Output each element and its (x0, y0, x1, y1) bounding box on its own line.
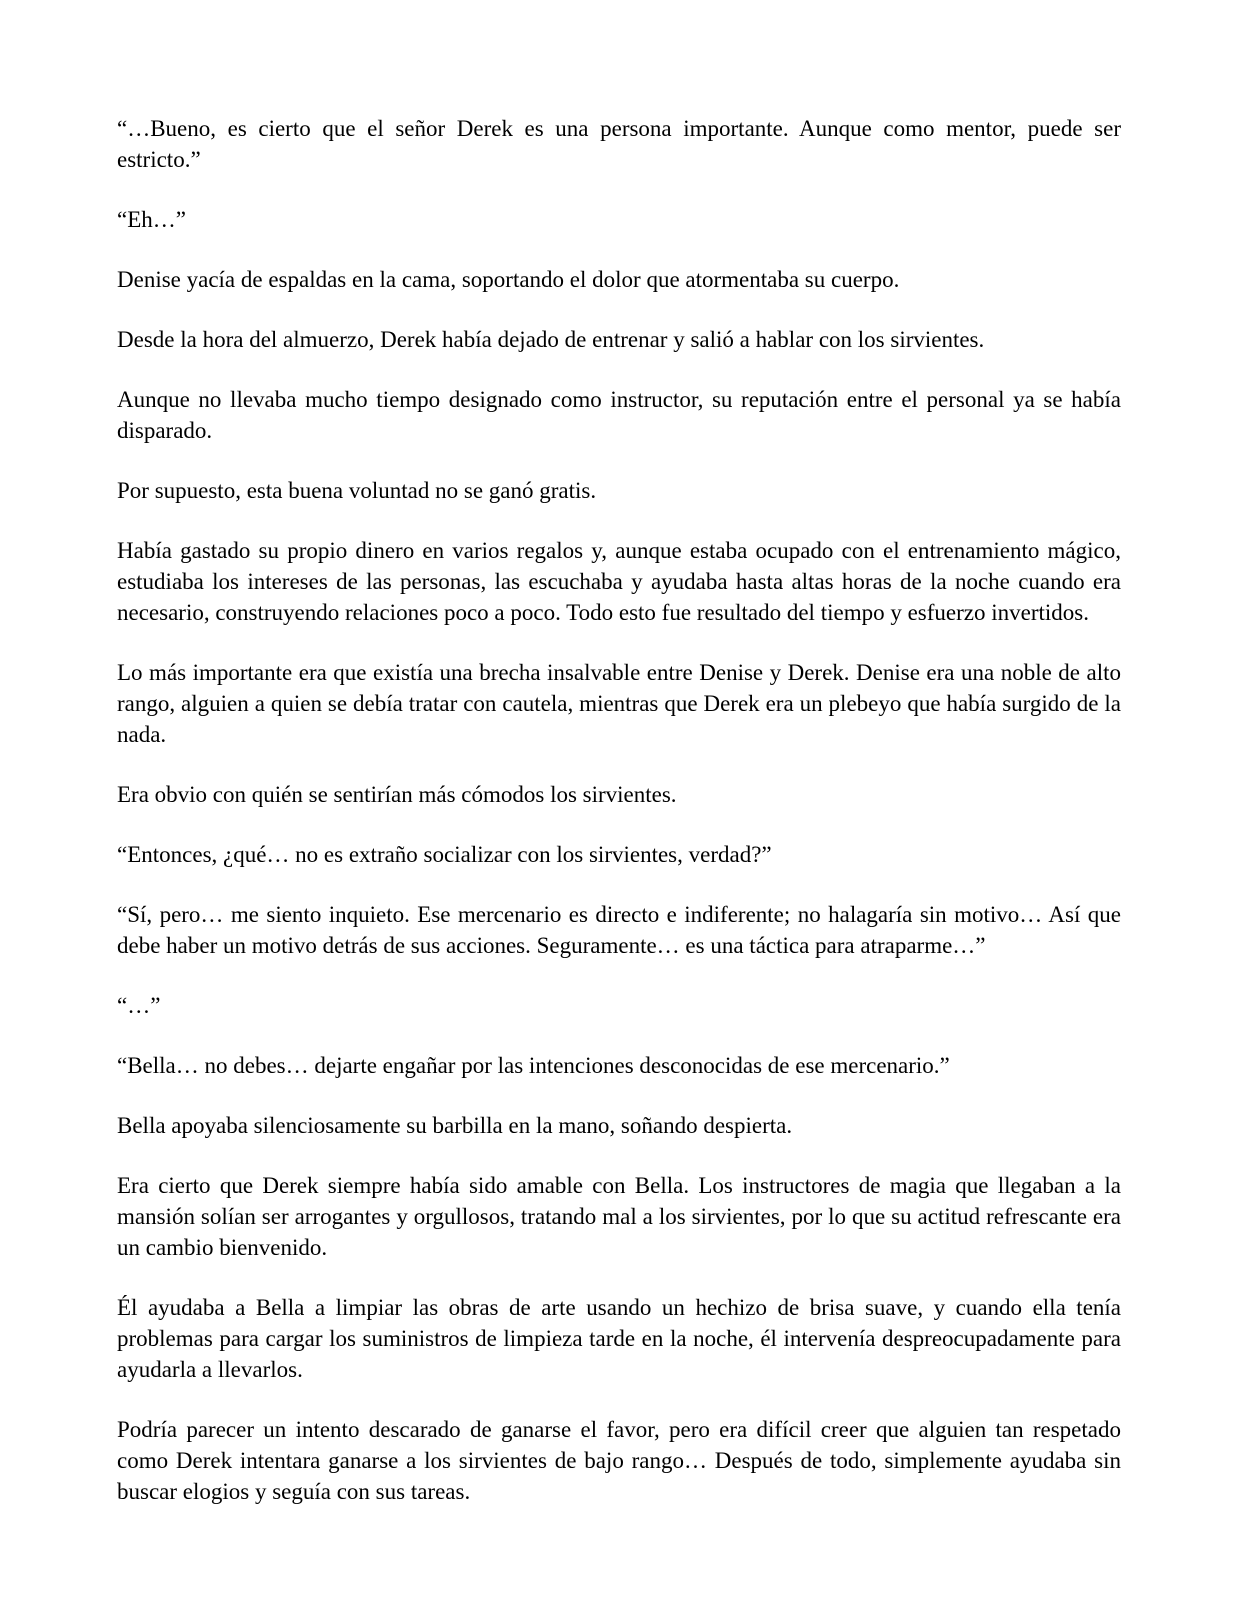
paragraph-6: Por supuesto, esta buena voluntad no se ganó gratis. (117, 478, 597, 503)
paragraph-8: Lo más importante era que existía una brecha insalvable entre Denise y Derek. Denise era una noble de alto rango, alguien a quien se debía tratar con cautela, mientras que Derek era un plebeyo que había surgido de la nada. (117, 660, 1121, 747)
paragraph-15: Era cierto que Derek siempre había sido amable con Bella. Los instructores de magia que llegaban a la mansión solían ser arrogantes y orgullosos, tratando mal a los sirvientes, por lo que su actitud refrescante era un cambio bienvenido. (117, 1173, 1121, 1260)
paragraph-3: Denise yacía de espaldas en la cama, soportando el dolor que atormentaba su cuerpo. (117, 267, 900, 292)
paragraph-17: Podría parecer un intento descarado de ganarse el favor, pero era difícil creer que alguien tan respetado como Derek intentara ganarse a los sirvientes de bajo rango… Después de todo, simplemente ayudaba sin buscar elogios y seguía con sus tareas. (117, 1417, 1121, 1504)
paragraph-14: Bella apoyaba silenciosamente su barbilla en la mano, soñando despierta. (117, 1113, 793, 1138)
paragraph-7: Había gastado su propio dinero en varios regalos y, aunque estaba ocupado con el entrenamiento mágico, estudiaba los intereses de las personas, las escuchaba y ayudaba hasta altas horas de la noche cuando era necesario, construyendo relaciones poco a poco. Todo esto fue resultado del tiempo y esfuerzo invertidos. (117, 538, 1121, 625)
paragraph-11: “Sí, pero… me siento inquieto. Ese mercenario es directo e indiferente; no halagaría sin motivo… Así que debe haber un motivo detrás de sus acciones. Seguramente… es una táctica para atraparme…” (117, 902, 1121, 958)
paragraph-16: Él ayudaba a Bella a limpiar las obras de arte usando un hechizo de brisa suave, y cuando ella tenía problemas para cargar los suministros de limpieza tarde en la noche, él intervenía despreocupadamente para ayudarla a llevarlos. (117, 1295, 1121, 1382)
paragraph-12: “…” (117, 993, 161, 1018)
paragraph-13: “Bella… no debes… dejarte engañar por las intenciones desconocidas de ese mercenario.” (117, 1053, 950, 1078)
paragraph-1: “…Bueno, es cierto que el señor Derek es una persona importante. Aunque como mentor, puede ser estricto.” (117, 116, 1121, 172)
paragraph-5: Aunque no llevaba mucho tiempo designado como instructor, su reputación entre el personal ya se había disparado. (117, 387, 1121, 443)
paragraph-9: Era obvio con quién se sentirían más cómodos los sirvientes. (117, 782, 677, 807)
paragraph-4: Desde la hora del almuerzo, Derek había dejado de entrenar y salió a hablar con los sirvientes. (117, 327, 985, 352)
document-page (117, 113, 1121, 1507)
paragraph-2: “Eh…” (117, 207, 186, 232)
paragraph-10: “Entonces, ¿qué… no es extraño socializar con los sirvientes, verdad?” (117, 842, 772, 867)
